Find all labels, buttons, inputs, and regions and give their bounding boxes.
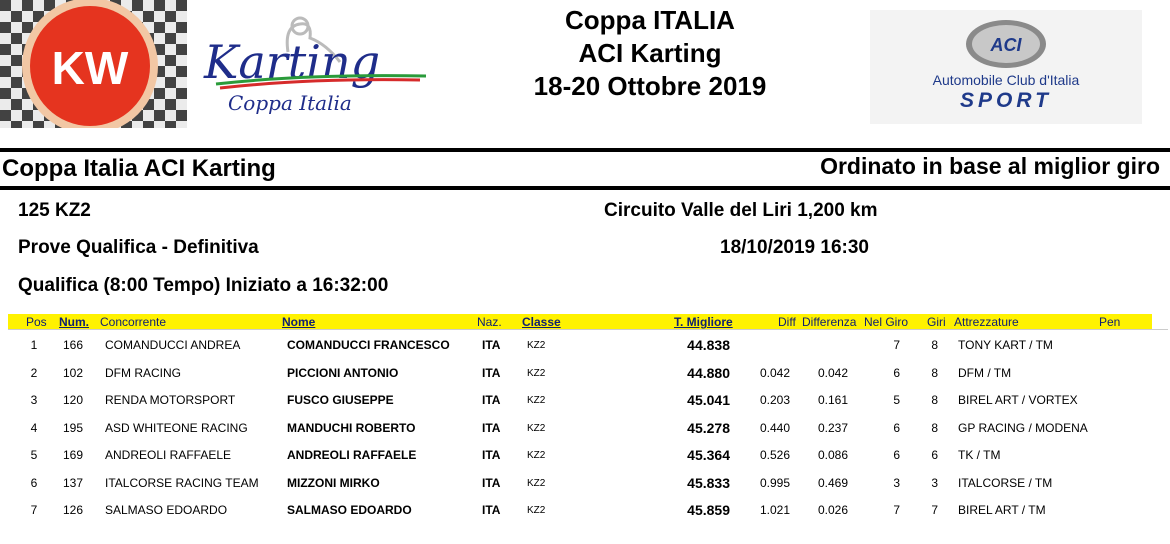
row-diff: 0.440 xyxy=(759,420,790,435)
row-equipment: DFM / TM xyxy=(958,365,1012,380)
row-best-lap: 7 xyxy=(893,503,900,517)
row-best-time: 45.859 xyxy=(687,502,730,518)
row-gap: 0.469 xyxy=(817,475,848,490)
header-equipment: Attrezzature xyxy=(954,315,1019,329)
table-row xyxy=(0,442,1170,469)
row-num: 166 xyxy=(63,338,84,352)
row-best-lap: 3 xyxy=(893,475,900,490)
row-laps: 8 xyxy=(931,338,938,352)
row-laps: 3 xyxy=(931,475,938,490)
row-equipment: TK / TM xyxy=(958,448,1001,462)
row-equipment: GP RACING / MODENA xyxy=(958,420,1088,435)
row-num: 137 xyxy=(63,475,84,490)
row-num: 120 xyxy=(63,393,84,407)
row-best-lap: 7 xyxy=(893,338,900,352)
row-competitor: COMANDUCCI ANDREA xyxy=(105,338,241,352)
header-name: Nome xyxy=(282,315,316,329)
row-laps: 6 xyxy=(931,448,938,462)
row-gap: 0.237 xyxy=(817,420,848,435)
row-pos: 7 xyxy=(30,503,38,517)
row-num: 126 xyxy=(63,503,84,517)
row-best-lap: 5 xyxy=(893,393,900,407)
table-row xyxy=(0,387,1170,414)
row-num: 102 xyxy=(63,365,84,380)
header-nat: Naz. xyxy=(477,315,502,329)
karting-coppa-italia-logo xyxy=(196,12,436,120)
table-row xyxy=(0,497,1170,524)
kw-logo xyxy=(0,0,187,128)
qualifying-info: Qualifica (8:00 Tempo) Iniziato a 16:32:00 xyxy=(18,275,389,296)
row-diff: 0.995 xyxy=(759,475,790,490)
row-nat: ITA xyxy=(482,475,501,490)
row-diff: 0.203 xyxy=(759,393,790,407)
header-num: Num. xyxy=(59,315,89,329)
event-title xyxy=(440,4,860,103)
row-competitor: ANDREOLI RAFFAELE xyxy=(105,448,232,462)
karting-logo-sub: Coppa Italia xyxy=(228,91,352,115)
row-class: KZ2 xyxy=(527,395,546,406)
row-laps: 8 xyxy=(931,365,938,380)
row-class: KZ2 xyxy=(527,340,546,351)
event-title-line-3: 18-20 Ottobre 2019 xyxy=(533,71,767,101)
table-row xyxy=(0,360,1170,387)
row-diff: 1.021 xyxy=(759,503,790,517)
row-competitor: RENDA MOTORSPORT xyxy=(105,393,236,407)
row-equipment: ITALCORSE / TM xyxy=(958,475,1053,490)
row-competitor: DFM RACING xyxy=(105,365,181,380)
header-diff: Diff xyxy=(778,315,796,329)
row-pos: 5 xyxy=(30,448,38,462)
row-class: KZ2 xyxy=(527,450,546,461)
row-nat: ITA xyxy=(482,365,501,380)
aci-logo-line-2: SPORT xyxy=(960,89,1052,112)
class-label: 125 KZ2 xyxy=(18,200,91,221)
row-best-lap: 6 xyxy=(893,448,900,462)
row-driver-name: PICCIONI ANTONIO xyxy=(287,365,399,380)
row-class: KZ2 xyxy=(527,367,546,379)
row-class: KZ2 xyxy=(527,477,546,489)
row-best-lap: 6 xyxy=(893,365,900,380)
row-driver-name: COMANDUCCI FRANCESCO xyxy=(287,338,450,352)
row-diff: 0.526 xyxy=(759,448,790,462)
row-best-time: 44.880 xyxy=(687,364,730,381)
table-row xyxy=(0,470,1170,497)
row-nat: ITA xyxy=(482,420,501,435)
event-title-line-2: ACI Karting xyxy=(578,38,722,68)
row-competitor: ITALCORSE RACING TEAM xyxy=(105,475,259,490)
row-best-lap: 6 xyxy=(893,420,900,435)
row-pos: 6 xyxy=(30,475,38,490)
header-penalty: Pen xyxy=(1099,315,1121,329)
row-class: KZ2 xyxy=(527,422,546,434)
session-datetime: 18/10/2019 16:30 xyxy=(720,237,869,258)
row-nat: ITA xyxy=(482,503,501,517)
row-gap: 0.161 xyxy=(817,393,848,407)
row-gap: 0.026 xyxy=(817,503,848,517)
karting-logo-word: Karting xyxy=(204,35,381,89)
row-driver-name: ANDREOLI RAFFAELE xyxy=(287,448,417,462)
header-gap: Differenza xyxy=(802,315,857,329)
aci-badge-text: ACI xyxy=(990,35,1022,55)
row-best-time: 45.041 xyxy=(687,392,730,408)
order-note: Ordinato in base al miglior giro xyxy=(820,153,1160,179)
header-best-time: T. Migliore xyxy=(674,315,733,329)
row-equipment: BIREL ART / TM xyxy=(958,503,1046,517)
row-best-time: 45.364 xyxy=(687,447,730,463)
row-num: 169 xyxy=(63,448,84,462)
row-equipment: BIREL ART / VORTEX xyxy=(958,393,1078,407)
row-competitor: ASD WHITEONE RACING xyxy=(105,420,248,435)
circuit-label: Circuito Valle del Liri 1,200 km xyxy=(604,200,878,221)
row-laps: 8 xyxy=(931,393,938,407)
row-nat: ITA xyxy=(482,393,501,407)
bottom-rule xyxy=(0,186,1170,190)
row-pos: 3 xyxy=(30,393,38,407)
row-driver-name: SALMASO EDOARDO xyxy=(287,503,412,517)
row-nat: ITA xyxy=(482,338,501,352)
row-equipment: TONY KART / TM xyxy=(958,338,1053,352)
row-pos: 2 xyxy=(30,365,38,380)
row-best-time: 45.833 xyxy=(687,474,730,491)
table-row xyxy=(0,332,1170,359)
row-num: 195 xyxy=(63,420,84,435)
aci-logo-line-1: Automobile Club d'Italia xyxy=(932,72,1080,88)
header-competitor: Concorrente xyxy=(100,315,167,329)
row-laps: 7 xyxy=(931,503,938,517)
championship-title: Coppa Italia ACI Karting xyxy=(2,155,276,182)
row-class: KZ2 xyxy=(527,505,546,516)
row-best-time: 45.278 xyxy=(687,419,730,436)
row-diff: 0.042 xyxy=(759,365,790,380)
aci-sport-logo xyxy=(870,10,1142,124)
row-driver-name: MIZZONI MIRKO xyxy=(287,475,380,490)
header-class: Classe xyxy=(522,315,561,329)
row-gap: 0.086 xyxy=(817,448,848,462)
event-title-line-1: Coppa ITALIA xyxy=(565,5,735,35)
row-competitor: SALMASO EDOARDO xyxy=(105,503,228,517)
top-rule xyxy=(0,148,1170,152)
header-pos: Pos xyxy=(26,315,47,329)
row-best-time: 44.838 xyxy=(687,337,730,353)
row-pos: 4 xyxy=(30,420,38,435)
row-nat: ITA xyxy=(482,448,501,462)
row-driver-name: FUSCO GIUSEPPE xyxy=(287,393,394,407)
row-pos: 1 xyxy=(30,338,38,352)
header-divider xyxy=(8,329,1168,330)
table-row xyxy=(0,415,1170,442)
session-name: Prove Qualifica - Definitiva xyxy=(18,237,259,258)
header-best-lap: Nel Giro xyxy=(864,315,909,329)
row-gap: 0.042 xyxy=(817,365,848,380)
kw-logo-text: KW xyxy=(51,42,129,94)
row-laps: 8 xyxy=(931,420,938,435)
row-driver-name: MANDUCHI ROBERTO xyxy=(287,420,416,435)
header-laps: Giri xyxy=(927,315,946,329)
